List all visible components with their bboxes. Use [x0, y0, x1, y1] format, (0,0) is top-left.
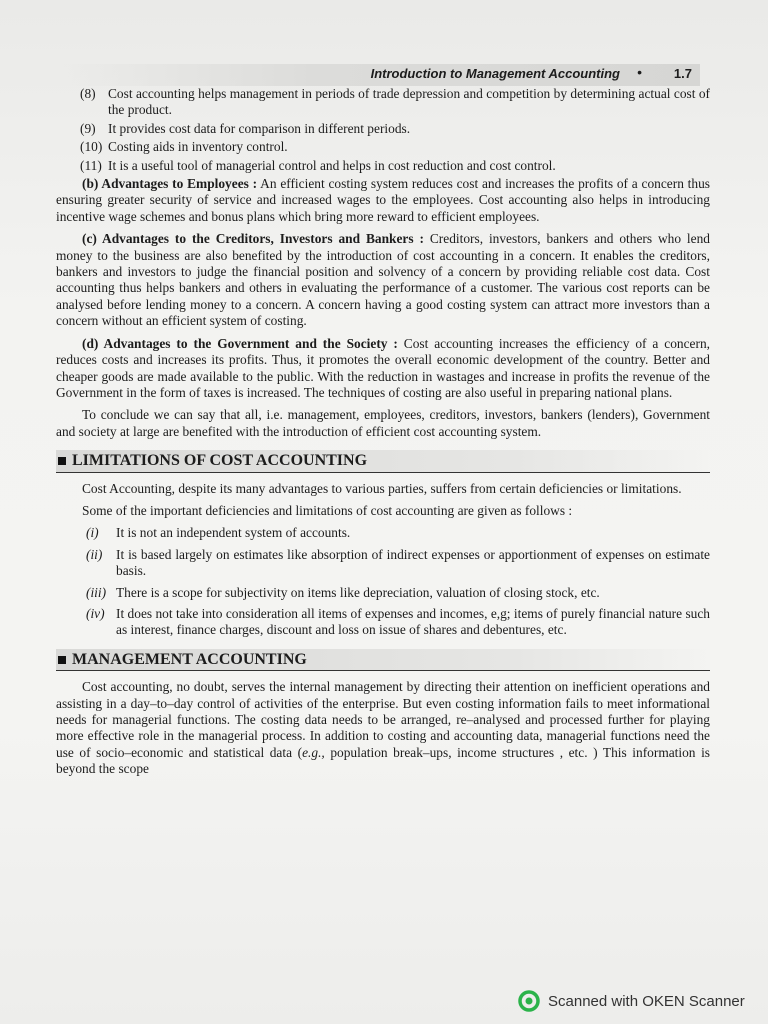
item-number: (9) — [80, 120, 96, 136]
paragraph-employees — [56, 176, 710, 225]
paragraph-conclusion: To conclude we can say that all, i.e. management, employees, creditors, investors, bankers (lenders), Government and society at large are benefited with the introduction of efficient cost accounting system. — [56, 407, 710, 439]
item-text: There is a scope for subjectivity on items like depreciation, valuation of closing stock, etc. — [116, 584, 600, 600]
watermark-text: Scanned with OKEN Scanner — [548, 992, 745, 1010]
item-text: It does not take into consideration all items of expenses and incomes, e,g; items of purely financial nature such as interest, finance charges, discount and loss on issue of shares and debentures, etc. — [116, 605, 710, 638]
scanner-watermark — [518, 990, 745, 1012]
item-text: Cost accounting helps management in periods of trade depression and competition by determining actual cost of the product. — [108, 86, 710, 118]
subheading-employees: (b) Advantages to Employees : — [82, 176, 258, 192]
item-text: It is a useful tool of managerial control and helps in cost reduction and cost control. — [108, 157, 556, 173]
list-item — [56, 121, 710, 137]
item-number: (8) — [80, 86, 96, 101]
header-bullet: • — [637, 64, 642, 80]
section-heading-management — [56, 649, 710, 671]
page-content — [56, 80, 710, 784]
item-number: (11) — [80, 157, 102, 173]
paragraph-limitations-lead: Some of the important deficiencies and limitations of cost accounting are given as follows : — [82, 502, 573, 518]
page-number: 1.7 — [673, 66, 692, 81]
section-title: MANAGEMENT ACCOUNTING — [72, 650, 307, 668]
item-number: (i) — [86, 525, 99, 541]
list-item — [56, 86, 710, 119]
list-item — [56, 606, 710, 639]
paragraph-management — [56, 679, 710, 777]
subheading-government: (d) Advantages to the Government and the Society : — [82, 335, 398, 351]
paragraph-text: An efficient costing system reduces cost and increases the profits of a concern thus ensuring greater security of service and increased wages to the employees. Cost accounting also helps in introducing incentive wage schemes and bonus plans which bring more reward to efficient employees. — [56, 176, 710, 224]
item-text: It provides cost data for comparison in different periods. — [108, 120, 411, 136]
oken-scanner-logo-icon — [518, 990, 540, 1012]
item-text: It is not an independent system of accounts. — [116, 525, 351, 541]
paragraph-text: Cost accounting increases the efficiency of a concern, reduces costs and increases its profits. Thus, it promotes the overall economic development of the country. Better and cheaper goods are made available to the public. With the reduction in wastages and increase in profits the revenue of the Government in the form of taxes is increased. The techniques of costing are also useful in preparing national plans. — [56, 335, 710, 400]
list-item — [56, 547, 710, 580]
subheading-creditors: (c) Advantages to the Creditors, Investors and Bankers : — [82, 231, 424, 247]
paragraph-text: population break–ups, income structures , etc. ) This information is beyond the scope — [56, 744, 710, 777]
paragraph-text: Cost accounting, no doubt, serves the internal management by directing their attention on inefficient operations and assisting in a day–to–day control of activities of the enterprise. But even costing information fails to meet informational needs for managerial functions. The costing data needs to be arranged, re–analysed and processed further for playing more effective role in the managerial process. In addition to costing and accounting data, managerial functions need the use of socio–economic and statistical data ( — [56, 679, 710, 760]
paragraph-government — [56, 336, 710, 402]
list-item — [56, 139, 710, 155]
list-item — [56, 158, 710, 174]
eg-abbreviation: e.g., — [302, 744, 325, 760]
paragraph-creditors — [56, 231, 710, 329]
item-number: (iii) — [86, 584, 107, 600]
item-number: (iv) — [86, 605, 105, 621]
square-bullet-icon — [58, 457, 66, 465]
item-text: Costing aids in inventory control. — [108, 139, 288, 155]
paragraph-text: Creditors, investors, bankers and others who lend money to the business are also benefited by the introduction of cost accounting in a concern. It enables the creditors, bankers and investors to judge the financial position and solvency of a concern by providing reliable cost data. Cost accounting thus helps bankers and others in evaluating the performance of a customer. The various cost reports can be analysed before lending money to a concern. A concern having a good costing system can attract more investors than a concern without an efficient system of costing. — [56, 231, 710, 329]
item-number: (ii) — [86, 546, 103, 562]
header-title: Introduction to Management Accounting — [370, 66, 620, 81]
list-item — [56, 525, 710, 541]
section-title: LIMITATIONS OF COST ACCOUNTING — [72, 452, 368, 470]
paragraph-limitations-intro: Cost Accounting, despite its many advantages to various parties, suffers from certain deficiencies or limitations. — [82, 480, 682, 496]
list-item — [56, 585, 710, 601]
square-bullet-icon — [58, 656, 66, 664]
item-text: It is based largely on estimates like absorption of indirect expenses or apportionment of expenses on estimate basis. — [116, 546, 710, 579]
section-heading-limitations — [56, 450, 710, 472]
item-number: (10) — [80, 139, 103, 155]
